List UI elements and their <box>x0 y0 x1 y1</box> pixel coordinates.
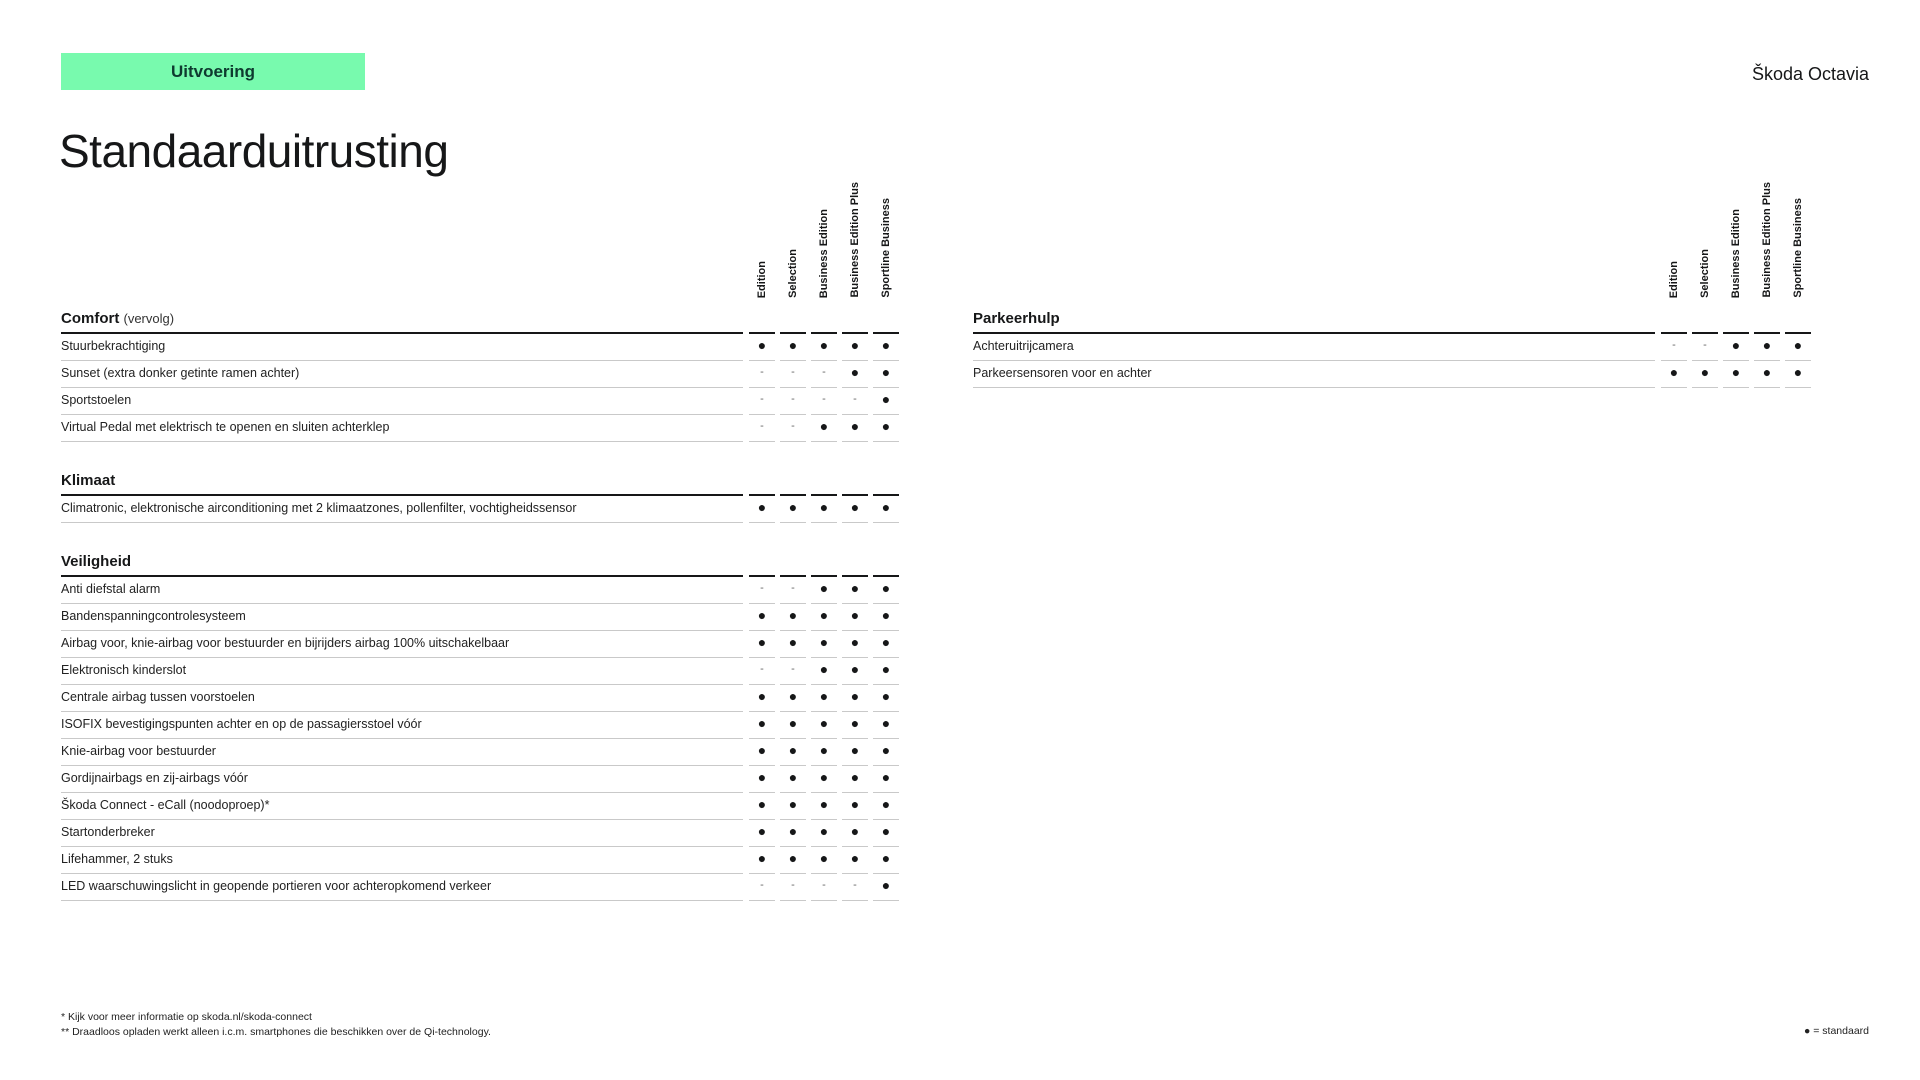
not-available-mark: - <box>791 366 795 378</box>
not-available-mark: - <box>822 366 826 378</box>
row-label: Airbag voor, knie-airbag voor bestuurder en bijrijders airbag 100% uitschakelbaar <box>61 636 510 650</box>
column-header-label: Sportline Business <box>880 198 892 298</box>
standard-mark: ● <box>1700 364 1710 380</box>
standard-mark: ● <box>1731 337 1741 353</box>
standard-mark: ● <box>881 796 891 812</box>
table-row <box>61 361 901 388</box>
table-row <box>61 739 901 766</box>
row-label: Bandenspanningcontrolesysteem <box>61 609 246 623</box>
cell-divider <box>873 900 899 901</box>
brand-name: Škoda Octavia <box>1751 64 1869 84</box>
standard-mark: ● <box>850 337 860 353</box>
standard-mark: ● <box>1669 364 1679 380</box>
cell-divider <box>1661 387 1687 388</box>
column-header <box>747 178 777 298</box>
table-row <box>61 658 901 685</box>
cell-divider <box>780 900 806 901</box>
cell-divider <box>1723 387 1749 388</box>
column-headers <box>973 178 1813 298</box>
table-row <box>61 388 901 415</box>
cell-divider <box>811 900 837 901</box>
standard-mark: ● <box>819 607 829 623</box>
column-header <box>1721 178 1751 298</box>
standard-mark: ● <box>819 580 829 596</box>
row-label: Sportstoelen <box>61 393 132 407</box>
column-header <box>778 178 808 298</box>
not-available-mark: - <box>760 582 764 594</box>
standard-mark: ● <box>850 634 860 650</box>
row-divider <box>61 900 743 901</box>
standard-mark: ● <box>819 418 829 434</box>
table-row <box>61 496 901 523</box>
table-row <box>61 685 901 712</box>
standard-mark: ● <box>1762 337 1772 353</box>
standard-mark: ● <box>788 769 798 785</box>
cell-divider <box>749 441 775 442</box>
section-title-text: Klimaat <box>61 472 116 489</box>
standard-mark: ● <box>1762 364 1772 380</box>
standard-mark: ● <box>850 580 860 596</box>
table-row <box>61 631 901 658</box>
standard-mark: ● <box>757 337 767 353</box>
not-available-mark: - <box>760 663 764 675</box>
standard-mark: ● <box>819 337 829 353</box>
standard-mark: ● <box>1731 364 1741 380</box>
column-header <box>1690 178 1720 298</box>
standard-mark: ● <box>819 823 829 839</box>
column-header-label: Edition <box>1668 260 1680 298</box>
standard-mark: ● <box>850 796 860 812</box>
table-row <box>61 874 901 901</box>
standard-mark: ● <box>819 742 829 758</box>
row-label: Škoda Connect - eCall (noodoproep)* <box>61 798 270 812</box>
standard-mark: ● <box>881 850 891 866</box>
table-row <box>61 577 901 604</box>
table-row <box>61 334 901 361</box>
standard-mark: ● <box>881 661 891 677</box>
standard-mark: ● <box>850 688 860 704</box>
not-available-mark: - <box>791 582 795 594</box>
column-header-label: Business Edition Plus <box>1761 182 1773 298</box>
standard-mark: ● <box>850 715 860 731</box>
standard-mark: ● <box>881 742 891 758</box>
cell-divider <box>811 441 837 442</box>
standard-mark: ● <box>850 661 860 677</box>
cell-divider <box>749 522 775 523</box>
standard-mark: ● <box>881 364 891 380</box>
row-label: Parkeersensoren voor en achter <box>973 366 1152 380</box>
standard-mark: ● <box>850 607 860 623</box>
cell-divider <box>842 900 868 901</box>
cell-divider <box>1692 387 1718 388</box>
standard-mark: ● <box>788 688 798 704</box>
not-available-mark: - <box>791 420 795 432</box>
table-row <box>973 334 1813 361</box>
not-available-mark: - <box>1672 339 1676 351</box>
column-header <box>1783 178 1813 298</box>
standard-mark: ● <box>819 634 829 650</box>
column-header <box>871 178 901 298</box>
standard-mark: ● <box>881 580 891 596</box>
row-label: Climatronic, elektronische airconditioning met 2 klimaatzones, pollenfilter, vochtigheidssensor <box>61 501 577 515</box>
row-divider <box>61 441 743 442</box>
standard-mark: ● <box>850 769 860 785</box>
standard-mark: ● <box>757 769 767 785</box>
cell-divider <box>780 441 806 442</box>
column-header <box>1659 178 1689 298</box>
section-title-text: Parkeerhulp <box>973 310 1060 327</box>
standard-mark: ● <box>881 391 891 407</box>
standard-mark: ● <box>819 688 829 704</box>
standard-mark: ● <box>757 796 767 812</box>
column-header-label: Sportline Business <box>1792 198 1804 298</box>
table-row <box>61 604 901 631</box>
not-available-mark: - <box>791 663 795 675</box>
row-label: Startonderbreker <box>61 825 155 839</box>
standard-mark: ● <box>788 607 798 623</box>
footnotes <box>61 1010 491 1040</box>
row-label: LED waarschuwingslicht in geopende portieren voor achteropkomend verkeer <box>61 879 492 893</box>
row-label: Elektronisch kinderslot <box>61 663 187 677</box>
standard-mark: ● <box>757 715 767 731</box>
not-available-mark: - <box>760 393 764 405</box>
cell-divider <box>811 522 837 523</box>
standard-mark: ● <box>757 607 767 623</box>
standard-mark: ● <box>850 418 860 434</box>
row-label: Knie-airbag voor bestuurder <box>61 744 216 758</box>
row-label: Stuurbekrachtiging <box>61 339 166 353</box>
standard-mark: ● <box>788 715 798 731</box>
row-label: Anti diefstal alarm <box>61 582 161 596</box>
table-row <box>61 793 901 820</box>
standard-mark: ● <box>757 499 767 515</box>
cell-divider <box>842 441 868 442</box>
legend: ● = standaard <box>1803 1025 1869 1037</box>
standard-mark: ● <box>881 769 891 785</box>
standard-mark: ● <box>881 499 891 515</box>
not-available-mark: - <box>1703 339 1707 351</box>
standard-mark: ● <box>1793 364 1803 380</box>
not-available-mark: - <box>853 879 857 891</box>
row-label: Sunset (extra donker getinte ramen achter) <box>61 366 300 380</box>
standard-mark: ● <box>850 499 860 515</box>
section-title <box>61 310 174 327</box>
row-label: Virtual Pedal met elektrisch te openen en sluiten achterklep <box>61 420 390 434</box>
standard-mark: ● <box>788 499 798 515</box>
row-label: ISOFIX bevestigingspunten achter en op de passagiersstoel vóór <box>61 717 422 731</box>
standard-mark: ● <box>757 742 767 758</box>
column-header-label: Edition <box>756 260 768 298</box>
standard-mark: ● <box>881 418 891 434</box>
cell-divider <box>1785 387 1811 388</box>
standard-mark: ● <box>788 742 798 758</box>
table-row <box>61 847 901 874</box>
standard-mark: ● <box>881 823 891 839</box>
left-equipment-table <box>61 178 901 918</box>
standard-mark: ● <box>881 877 891 893</box>
not-available-mark: - <box>791 879 795 891</box>
row-label: Gordijnairbags en zij-airbags vóór <box>61 771 248 785</box>
section-title-text: Comfort <box>61 310 120 327</box>
table-row <box>61 712 901 739</box>
column-header-label: Business Edition Plus <box>849 182 861 298</box>
standard-mark: ● <box>788 796 798 812</box>
standard-mark: ● <box>881 634 891 650</box>
standard-mark: ● <box>819 850 829 866</box>
standard-mark: ● <box>788 337 798 353</box>
column-headers <box>61 178 901 298</box>
column-header-label: Business Edition <box>1730 208 1742 298</box>
standard-mark: ● <box>788 850 798 866</box>
section-title <box>61 553 131 570</box>
standard-mark: ● <box>819 796 829 812</box>
footnote-1: * Kijk voor meer informatie op skoda.nl/skoda-connect <box>61 1011 312 1023</box>
right-equipment-table <box>973 178 1813 418</box>
standard-mark: ● <box>881 715 891 731</box>
standard-mark: ● <box>881 688 891 704</box>
row-divider <box>61 522 743 523</box>
standard-mark: ● <box>788 634 798 650</box>
not-available-mark: - <box>760 879 764 891</box>
not-available-mark: - <box>760 366 764 378</box>
not-available-mark: - <box>822 879 826 891</box>
column-header-label: Selection <box>787 249 799 298</box>
standard-mark: ● <box>788 823 798 839</box>
standard-mark: ● <box>850 364 860 380</box>
cell-divider <box>873 522 899 523</box>
standard-mark: ● <box>757 688 767 704</box>
standard-mark: ● <box>881 607 891 623</box>
column-header <box>1752 178 1782 298</box>
column-header-label: Selection <box>1699 249 1711 298</box>
standard-mark: ● <box>819 499 829 515</box>
page-title: Standaarduitrusting <box>59 125 449 177</box>
table-row <box>61 820 901 847</box>
section-tag: Uitvoering <box>61 53 365 90</box>
row-label: Achteruitrijcamera <box>973 339 1074 353</box>
standard-mark: ● <box>819 769 829 785</box>
standard-mark: ● <box>850 850 860 866</box>
section-subtitle: (vervolg) <box>123 311 175 326</box>
standard-mark: ● <box>819 715 829 731</box>
column-header-label: Business Edition <box>818 208 830 298</box>
cell-divider <box>842 522 868 523</box>
row-divider <box>973 387 1655 388</box>
not-available-mark: - <box>760 420 764 432</box>
row-label: Lifehammer, 2 stuks <box>61 852 173 866</box>
table-row <box>61 766 901 793</box>
section-title <box>973 310 1060 327</box>
column-header <box>809 178 839 298</box>
column-header <box>840 178 870 298</box>
cell-divider <box>1754 387 1780 388</box>
standard-mark: ● <box>1793 337 1803 353</box>
standard-mark: ● <box>850 742 860 758</box>
not-available-mark: - <box>822 393 826 405</box>
cell-divider <box>873 441 899 442</box>
not-available-mark: - <box>853 393 857 405</box>
row-label: Centrale airbag tussen voorstoelen <box>61 690 255 704</box>
standard-mark: ● <box>757 850 767 866</box>
cell-divider <box>780 522 806 523</box>
standard-mark: ● <box>757 634 767 650</box>
standard-mark: ● <box>819 661 829 677</box>
not-available-mark: - <box>791 393 795 405</box>
table-row <box>61 415 901 442</box>
section-title-text: Veiligheid <box>61 553 132 570</box>
cell-divider <box>749 900 775 901</box>
standard-mark: ● <box>881 337 891 353</box>
standard-mark: ● <box>757 823 767 839</box>
table-row <box>973 361 1813 388</box>
footnote-2: ** Draadloos opladen werkt alleen i.c.m. smartphones die beschikken over de Qi-technology. <box>61 1026 491 1038</box>
standard-mark: ● <box>850 823 860 839</box>
section-title <box>61 472 115 489</box>
